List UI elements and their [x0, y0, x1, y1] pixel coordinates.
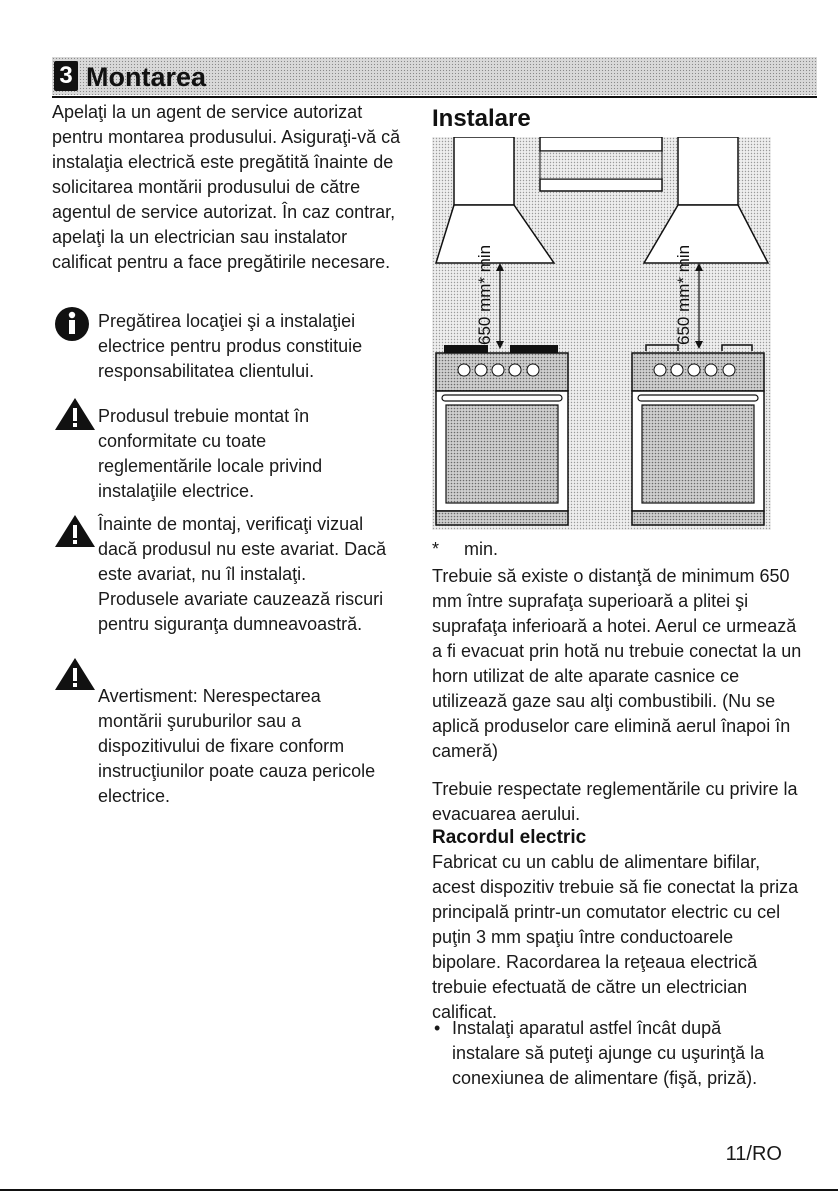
- cooker-left: [436, 345, 568, 525]
- footnote-text: min.: [464, 539, 499, 559]
- cooker-right: [632, 345, 764, 525]
- installation-diagram: [432, 137, 771, 530]
- notice-text: Avertisment: Nerespectarea montării şuruburilor sau a dispozitivului de fixare conform instrucţiunilor poate cauza pericole electrice.: [98, 686, 376, 806]
- cabinet-shelf: [540, 137, 662, 191]
- section-title: Montarea: [86, 62, 207, 92]
- header-rule: [52, 96, 817, 98]
- figure-footnote: [432, 537, 498, 562]
- dimension-label-left: 650 mm* min: [475, 244, 494, 345]
- notice-text: Înainte de montaj, verificaţi vizual dacă produsul nu este avariat. Dacă este avariat, nu îl instalaţi. Produsele avariate cauzează riscuri pentru siguranţa dumneavoastră.: [98, 514, 387, 634]
- install-heading: Instalare: [432, 105, 531, 132]
- air-regulations-paragraph: Trebuie respectate reglementările cu privire la evacuarea aerului.: [432, 779, 798, 824]
- bullet-dot: •: [434, 1018, 441, 1038]
- dimension-label-right: 650 mm* min: [674, 244, 693, 345]
- electrical-connection-heading: Racordul electric: [432, 827, 587, 848]
- distance-paragraph: Trebuie să existe o distanţă de minimum 650 mm între suprafaţa superioară a plitei şi suprafaţa inferioară a hotei. Aerul ce urmează a fi evacuat prin hotă nu trebuie conectat la un horn utilizat de alte aparate casnice ce utilizează gaze sau alţi combustibili. (Nu se aplică produselor care elimină aerul înapoi în cameră): [432, 566, 802, 761]
- section-number-badge: 3: [54, 61, 78, 91]
- bullet-text: Instalaţi aparatul astfel încât după instalare să puteţi ajunge cu uşurinţă la conexiunea de alimentare (fişă, priză).: [452, 1018, 765, 1088]
- warning-icon: [54, 514, 96, 548]
- notice-text: Produsul trebuie montat în conformitate cu toate reglementările locale privind instalaţiile electrice.: [98, 406, 323, 501]
- page-number: 11/RO: [725, 1143, 782, 1165]
- intro-paragraph: Apelaţi la un agent de service autorizat pentru montarea produsului. Asiguraţi-vă că instalaţia electrică este pregătită înainte de solicitarea montării produsului de către agentul de service autorizat. În caz contrar, apelaţi la un electrician sau instalator calificat pentru a face pregătirile necesare.: [52, 102, 401, 272]
- warning-icon: [54, 657, 96, 691]
- footnote-star: *: [432, 539, 440, 559]
- info-icon: [54, 306, 90, 342]
- notice-text: Pregătirea locaţiei şi a instalaţiei electrice pentru produs constituie responsabilitatea clientului.: [98, 311, 363, 381]
- warning-icon: [54, 397, 96, 431]
- electrical-connection-paragraph: Fabricat cu un cablu de alimentare bifilar, acest dispozitiv trebuie să fie conectat la priza principală printr-un comutator electric cu cel puţin 3 mm spaţiu între conductoarele bipolare. Racordarea la reţeaua electrică trebuie efectuată de către un electrician calificat.: [432, 852, 799, 1022]
